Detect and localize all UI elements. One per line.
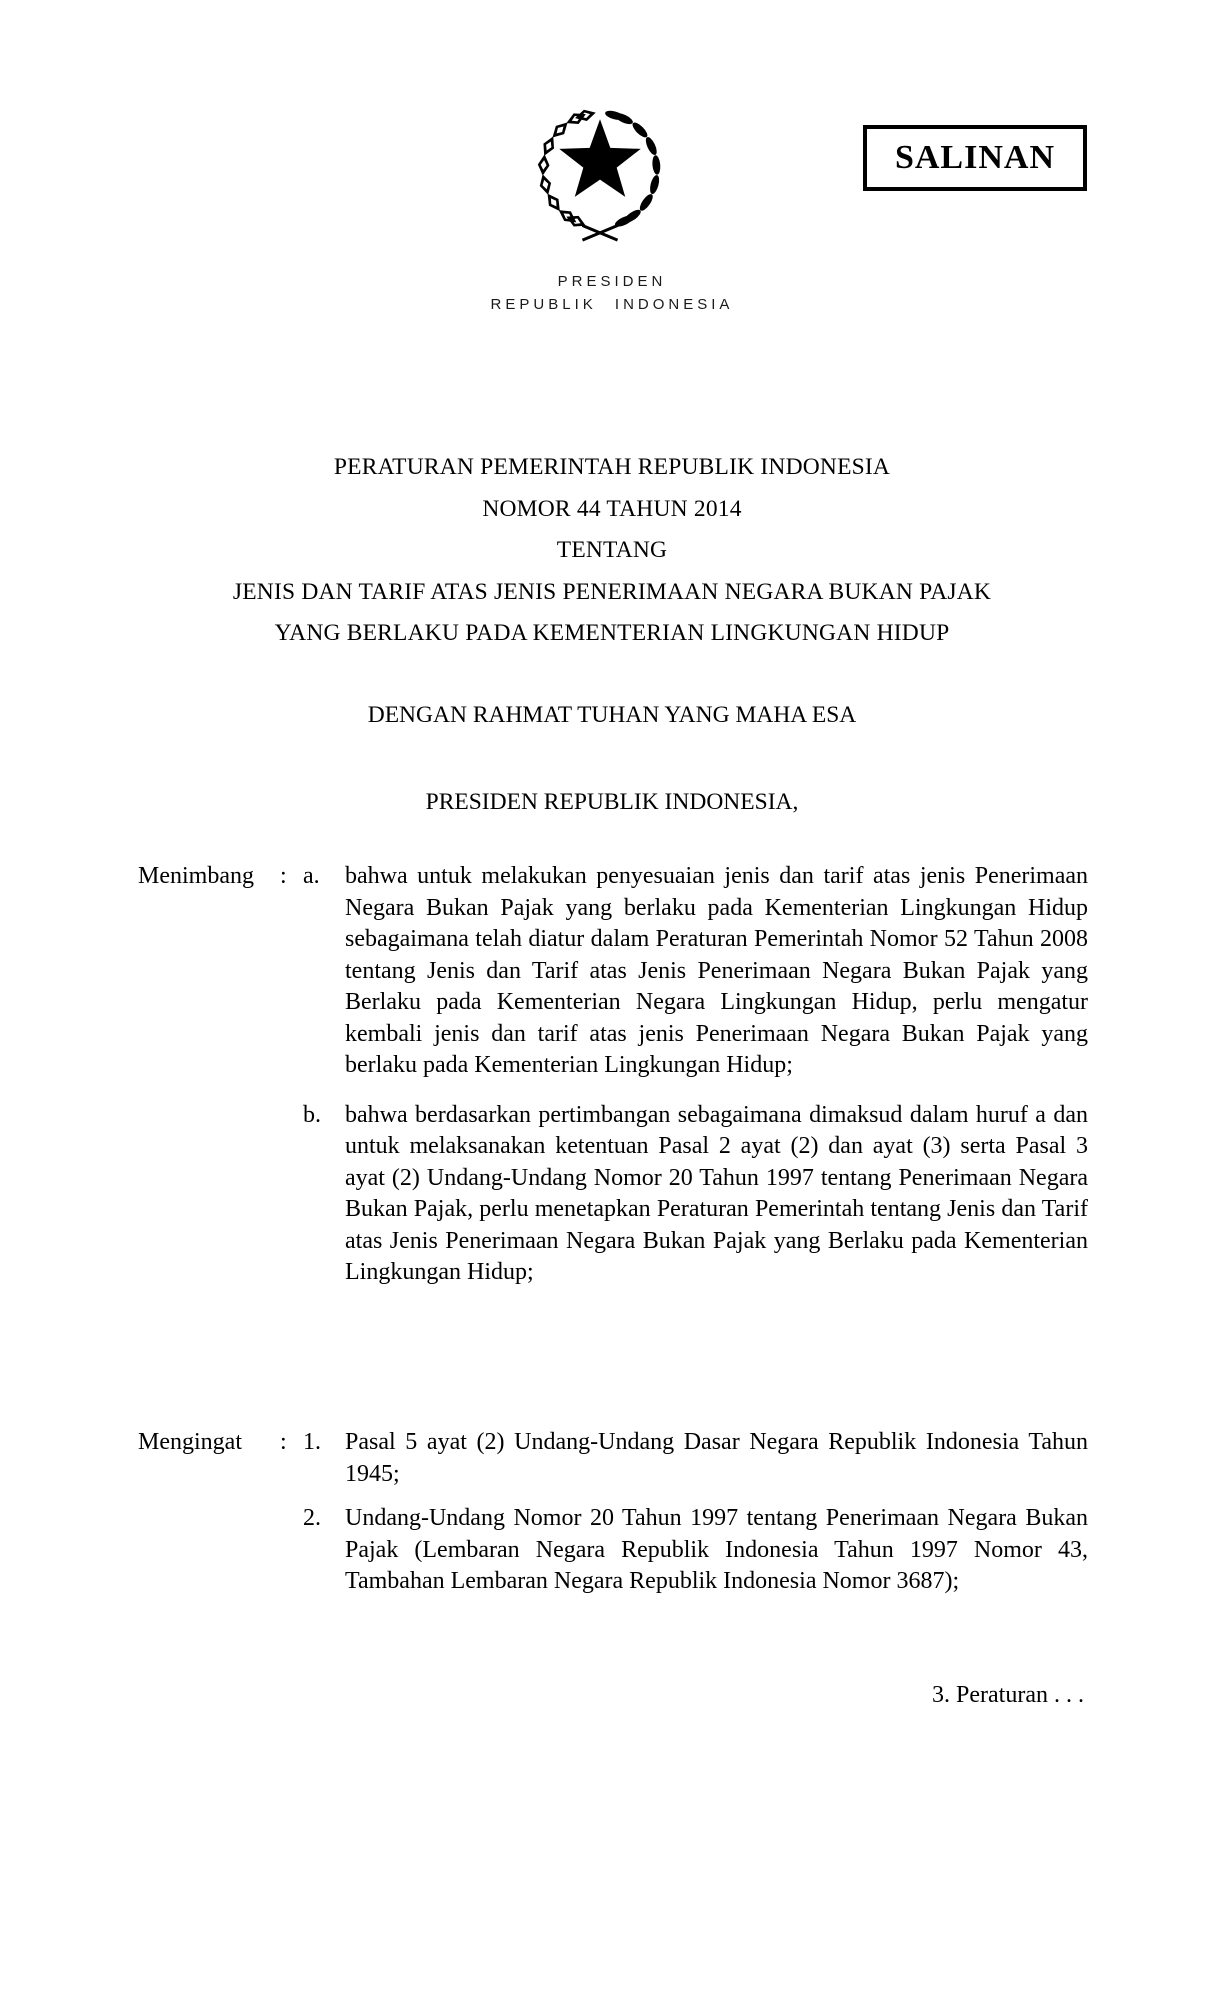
menimbang-item-b: [138, 1100, 1088, 1289]
letterhead-line-republik-indonesia: REPUBLIK INDONESIA: [490, 296, 734, 313]
item-text: Undang-Undang Nomor 20 Tahun 1997 tentang Penerimaan Negara Bukan Pajak (Lembaran Negara Republik Indonesia Tahun 1997 Nomor 43, Tambahan Lembaran Negara Republik Indonesia Nomor 3687);: [345, 1505, 1088, 1594]
title-line: NOMOR 44 TAHUN 2014: [482, 495, 742, 522]
menimbang-item-a: [138, 861, 1088, 1082]
colon-separator: :: [280, 1429, 287, 1455]
title-line: TENTANG: [556, 537, 668, 563]
item-marker: a.: [303, 863, 320, 889]
document-title: [0, 447, 1224, 655]
mengingat-label: [138, 1427, 303, 1459]
letterhead-line-presiden: PRESIDEN: [557, 273, 667, 290]
menimbang-label-text: Menimbang: [138, 863, 254, 889]
mengingat-label-text: Mengingat: [138, 1429, 242, 1455]
invocation-line: DENGAN RAHMAT TUHAN YANG MAHA ESA: [367, 702, 857, 728]
menimbang-label: [138, 861, 303, 893]
item-marker: 1.: [303, 1429, 321, 1455]
item-text: bahwa untuk melakukan penyesuaian jenis dan tarif atas jenis Penerimaan Negara Bukan Pajak yang berlaku pada Kementerian Lingkungan Hidup sebagaimana telah diatur dalam Peraturan Pemerintah Nomor 52 Tahun 2008 tentang Jenis dan Tarif atas Jenis Penerimaan Negara Bukan Pajak yang Berlaku pada Kementerian Negara Lingkungan Hidup, perlu mengatur kembali jenis dan tarif atas jenis Penerimaan Negara Bukan Pajak yang berlaku pada Kementerian Lingkungan Hidup;: [345, 863, 1088, 1078]
mengingat-item-2: [138, 1503, 1088, 1598]
item-text: bahwa berdasarkan pertimbangan sebagaimana dimaksud dalam huruf a dan untuk melaksanakan ketentuan Pasal 2 ayat (2) dan ayat (3) serta Pasal 3 ayat (2) Undang-Undang Nomor 20 Tahun 1997 tentang Penerimaan Negara Bukan Pajak, perlu menetapkan Peraturan Pemerintah tentang Jenis dan Tarif atas Jenis Penerimaan Negara Bukan Pajak yang Berlaku pada Kementerian Lingkungan Hidup;: [345, 1101, 1088, 1285]
authority-line: PRESIDEN REPUBLIK INDONESIA,: [425, 789, 799, 815]
title-line: JENIS DAN TARIF ATAS JENIS PENERIMAAN NEGARA BUKAN PAJAK: [232, 578, 992, 605]
colon-separator: :: [280, 863, 287, 889]
star-wreath-icon: [522, 90, 678, 244]
state-emblem: [522, 90, 678, 244]
salinan-stamp-label: SALINAN: [894, 139, 1056, 176]
catchword: 3. Peraturan . . .: [932, 1682, 1084, 1708]
menimbang-section: [138, 861, 1088, 1289]
title-line: YANG BERLAKU PADA KEMENTERIAN LINGKUNGAN HIDUP: [274, 620, 950, 646]
item-marker: b.: [303, 1101, 321, 1128]
item-marker: 2.: [303, 1505, 321, 1531]
item-text: Pasal 5 ayat (2) Undang-Undang Dasar Negara Republik Indonesia Tahun 1945;: [345, 1429, 1088, 1487]
mengingat-item-1: [138, 1427, 1088, 1490]
title-line: PERATURAN PEMERINTAH REPUBLIK INDONESIA: [333, 454, 891, 480]
letterhead: [0, 270, 1224, 316]
salinan-stamp: [863, 125, 1087, 191]
mengingat-section: [138, 1427, 1088, 1598]
